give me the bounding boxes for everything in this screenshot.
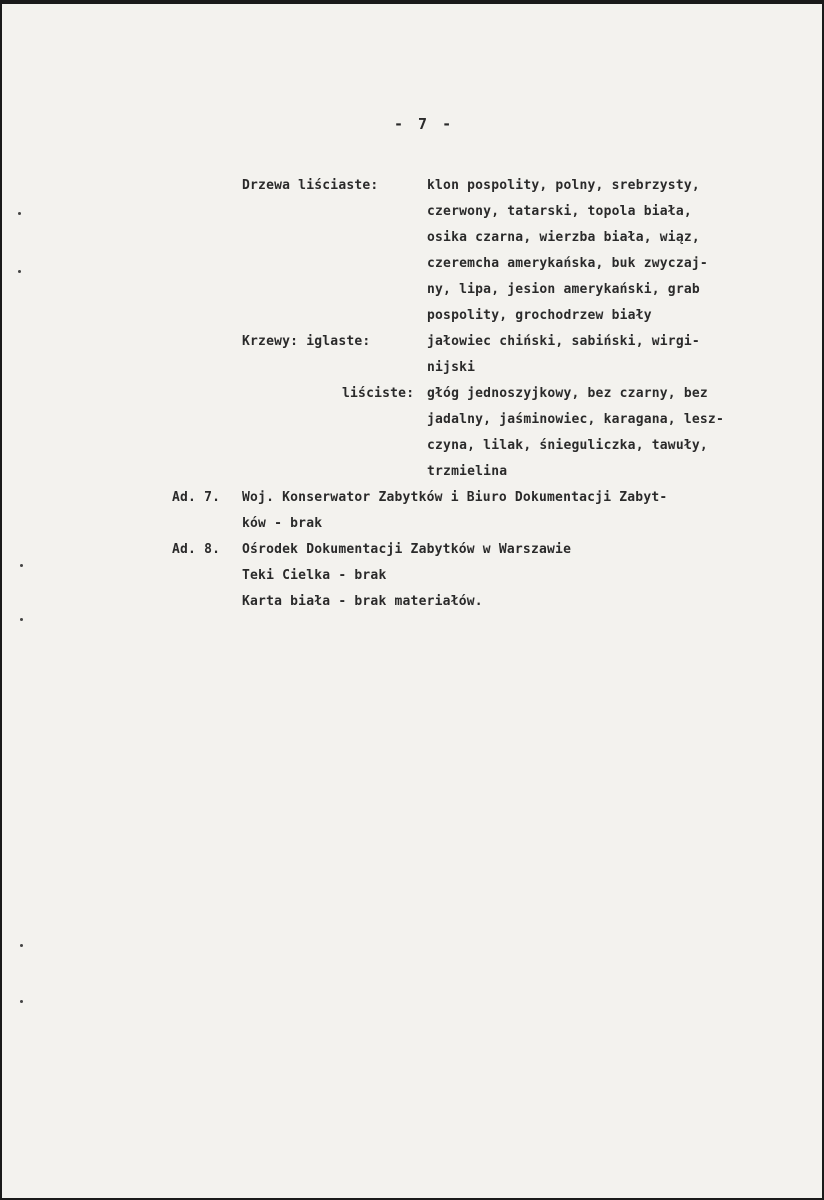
trees-line: klon pospolity, polny, srebrzysty, — [427, 178, 700, 193]
scan-mark — [20, 564, 23, 567]
trees-line: ny, lipa, jesion amerykański, grab — [427, 282, 700, 297]
scan-mark — [20, 618, 23, 621]
ad7-line: Woj. Konserwator Zabytków i Biuro Dokumentacji Zabyt- — [242, 490, 668, 505]
page-number: - 7 - — [394, 115, 455, 133]
trees-line: pospolity, grochodrzew biały — [427, 308, 652, 323]
shrubs-leaf-line: czyna, lilak, śnieguliczka, tawuły, — [427, 438, 708, 453]
trees-line: czerwony, tatarski, topola biała, — [427, 204, 692, 219]
shrubs-leaf-line: jadalny, jaśminowiec, karagana, lesz- — [427, 412, 724, 427]
shrubs-leaf-label: liściste: — [342, 386, 415, 401]
trees-label: Drzewa liściaste: — [242, 178, 379, 193]
scan-mark — [18, 212, 21, 215]
ad8-label: Ad. 8. — [172, 542, 221, 557]
shrubs-leaf-line: głóg jednoszyjkowy, bez czarny, bez — [427, 386, 708, 401]
shrubs-conifer-line: jałowiec chiński, sabiński, wirgi- — [427, 334, 700, 349]
scan-mark — [18, 270, 21, 273]
document-page — [2, 4, 822, 1198]
ad7-label: Ad. 7. — [172, 490, 221, 505]
trees-line: czeremcha amerykańska, buk zwyczaj- — [427, 256, 708, 271]
trees-line: osika czarna, wierzba biała, wiąz, — [427, 230, 700, 245]
ad8-line: Ośrodek Dokumentacji Zabytków w Warszawie — [242, 542, 572, 557]
scan-mark — [20, 944, 23, 947]
shrubs-conifer-label: Krzewy: iglaste: — [242, 334, 371, 349]
ad8-line: Teki Cielka - brak — [242, 568, 387, 583]
ad7-line: ków - brak — [242, 516, 323, 531]
ad8-line: Karta biała - brak materiałów. — [242, 594, 483, 609]
scan-mark — [20, 1000, 23, 1003]
shrubs-conifer-line: nijski — [427, 360, 476, 375]
shrubs-leaf-line: trzmielina — [427, 464, 508, 479]
